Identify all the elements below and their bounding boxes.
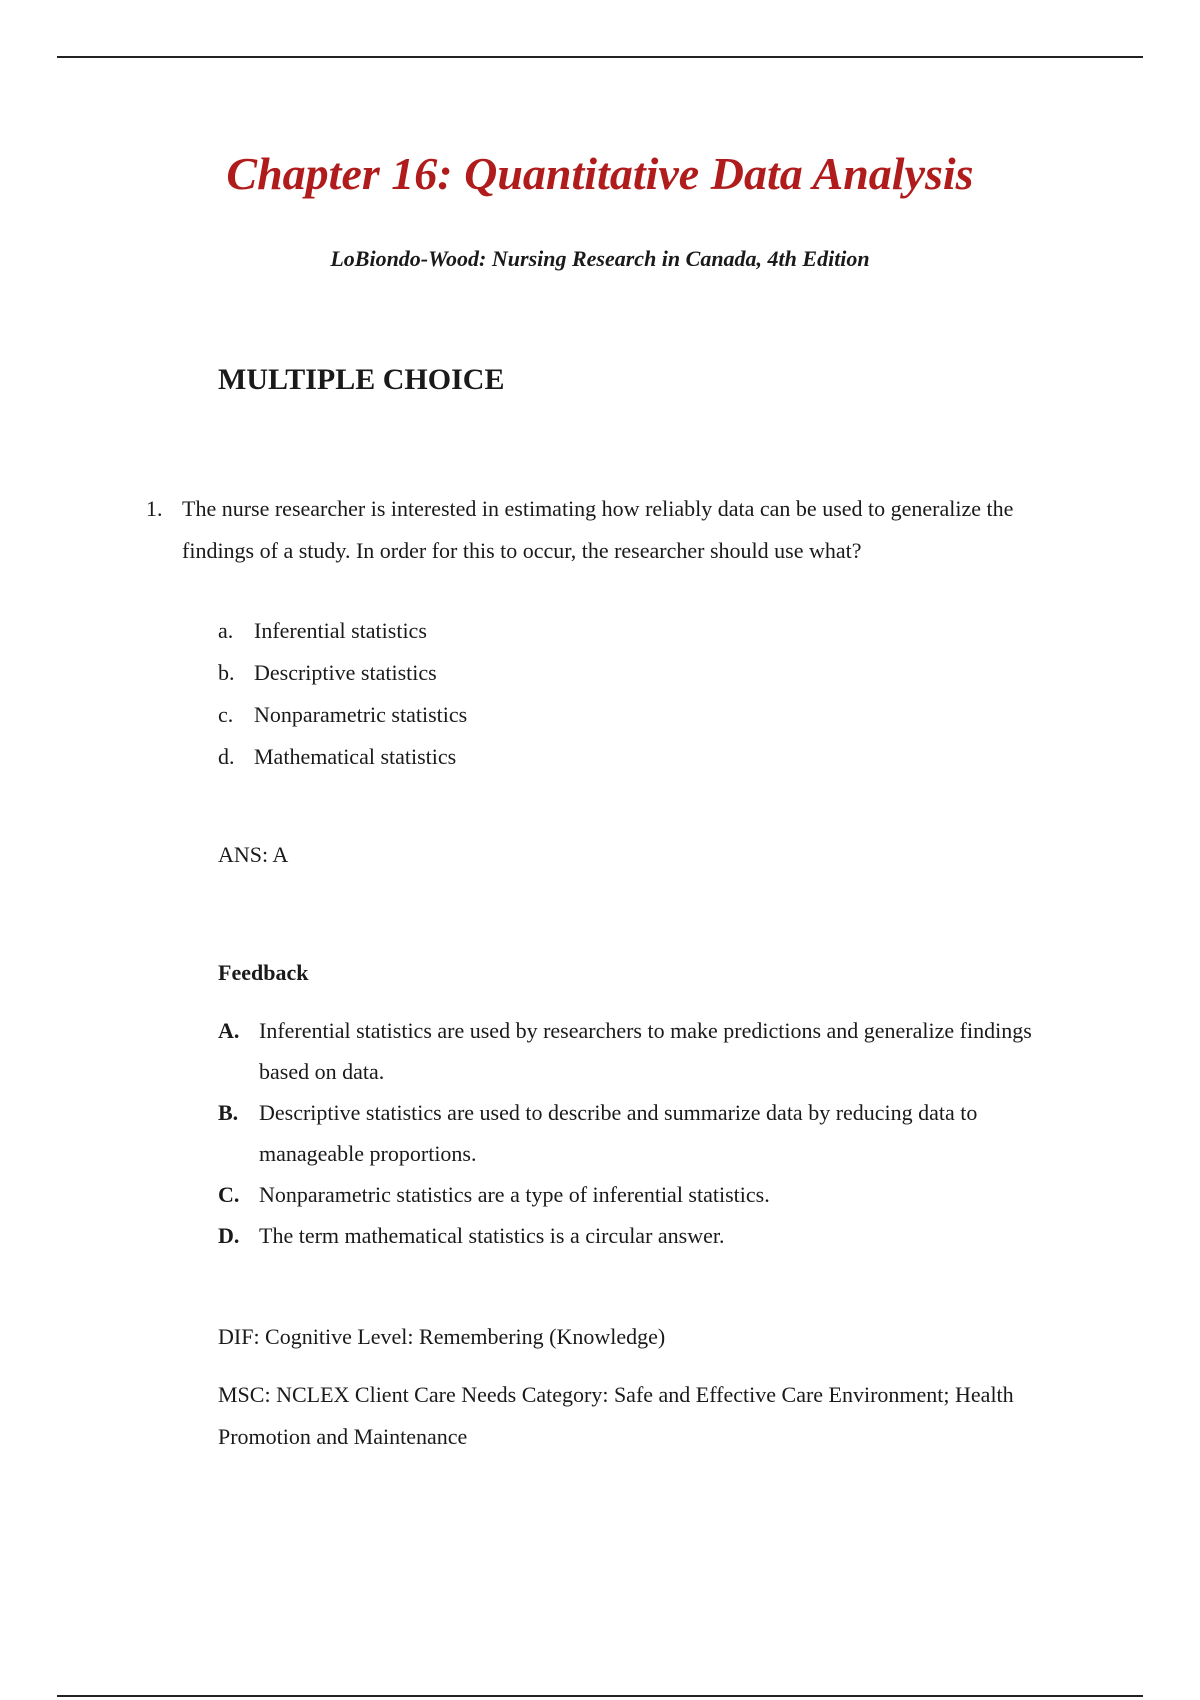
option-c	[218, 694, 467, 736]
option-letter: b.	[218, 660, 235, 685]
feedback-text: Nonparametric statistics are a type of inferential statistics.	[259, 1182, 770, 1207]
option-text: Nonparametric statistics	[254, 702, 468, 727]
bottom-divider	[57, 1695, 1143, 1697]
question-text: The nurse researcher is interested in estimating how reliably data can be used to generalize the findings of a study. In order for this to occur, the researcher should use what?	[182, 496, 1014, 563]
feedback-letter: A.	[218, 1018, 240, 1043]
question-1	[146, 488, 1026, 572]
option-text: Inferential statistics	[254, 618, 427, 643]
feedback-letter: C.	[218, 1182, 240, 1207]
answer-key: ANS: A	[218, 842, 289, 867]
feedback-text: Inferential statistics are used by researchers to make predictions and generalize findings based on data.	[259, 1018, 1032, 1084]
option-b	[218, 652, 467, 694]
feedback-text: The term mathematical statistics is a circular answer.	[259, 1223, 725, 1248]
top-divider	[57, 56, 1143, 58]
option-letter: c.	[218, 702, 234, 727]
chapter-title: Chapter 16: Quantitative Data Analysis	[226, 148, 974, 199]
difficulty-level: DIF: Cognitive Level: Remembering (Knowledge)	[218, 1324, 666, 1349]
section-heading: MULTIPLE CHOICE	[218, 363, 505, 396]
option-text: Mathematical statistics	[254, 744, 457, 769]
feedback-item-b	[218, 1092, 1058, 1174]
nclex-category: MSC: NCLEX Client Care Needs Category: Safe and Effective Care Environment; Health Promotion and Maintenance	[218, 1382, 1014, 1449]
feedback-letter: B.	[218, 1100, 239, 1125]
feedback-item-a	[218, 1010, 1058, 1092]
option-d	[218, 736, 467, 778]
option-text: Descriptive statistics	[254, 660, 437, 685]
feedback-item-c	[218, 1174, 1058, 1215]
feedback-item-d	[218, 1215, 1058, 1256]
book-subtitle: LoBiondo-Wood: Nursing Research in Canada, 4th Edition	[330, 246, 870, 271]
answer-options	[218, 610, 467, 778]
question-number: 1.	[146, 496, 163, 521]
option-letter: a.	[218, 618, 234, 643]
feedback-list	[218, 1010, 1058, 1256]
feedback-heading: Feedback	[218, 960, 309, 985]
option-letter: d.	[218, 744, 235, 769]
feedback-text: Descriptive statistics are used to describe and summarize data by reducing data to manageable proportions.	[259, 1100, 978, 1166]
feedback-letter: D.	[218, 1223, 240, 1248]
option-a	[218, 610, 467, 652]
